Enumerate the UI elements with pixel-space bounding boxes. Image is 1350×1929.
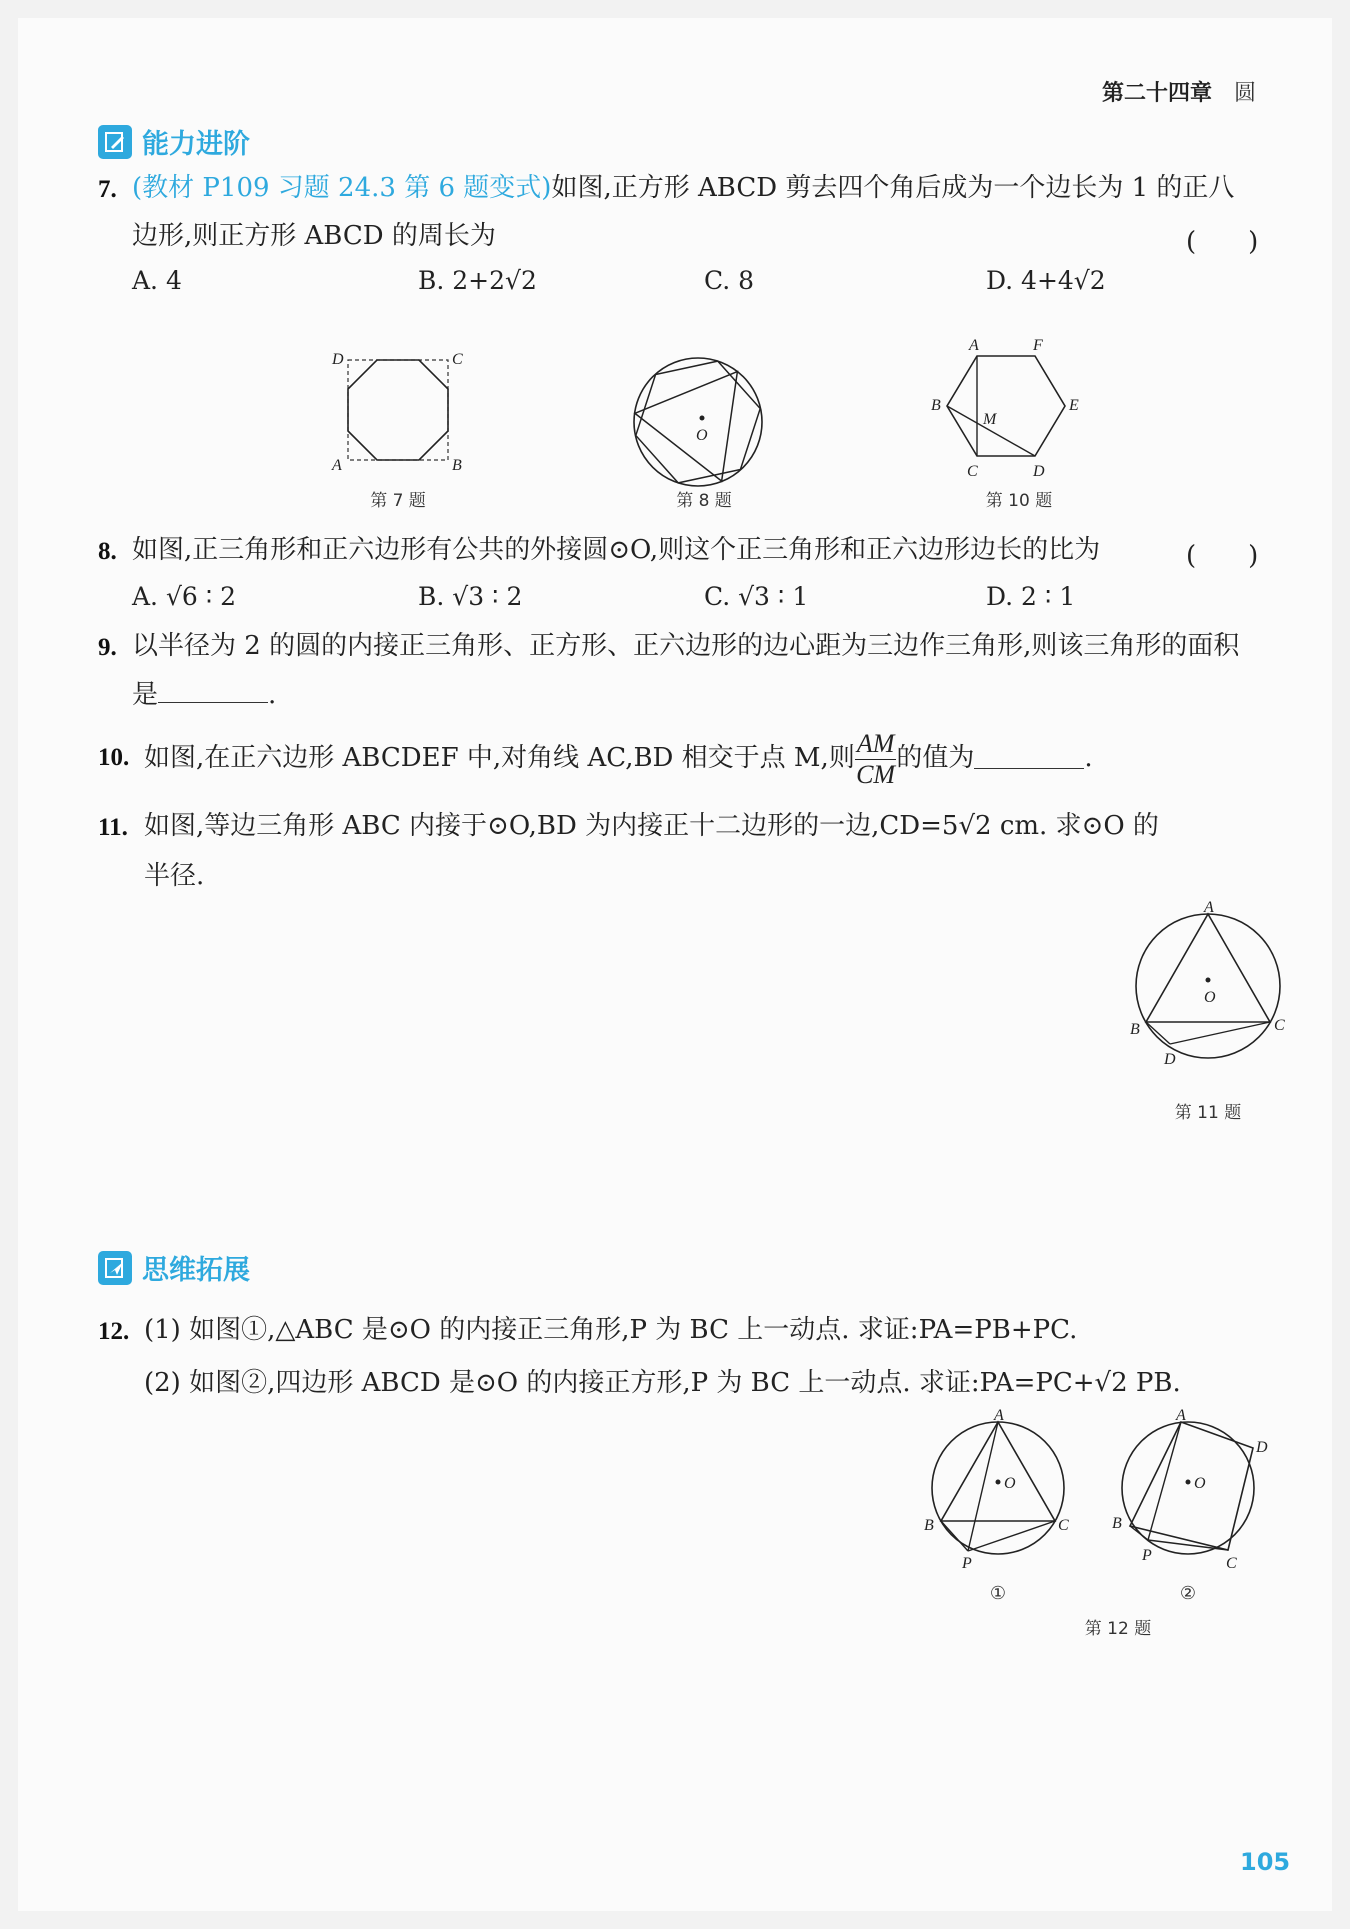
question-10-blank[interactable] [974, 750, 1084, 769]
fig10-label-f: F [1033, 337, 1043, 354]
figure-10-caption: 第 10 题 [985, 491, 1053, 511]
question-12-part1: (1) 如图①,△ABC 是⊙O 的内接正三角形,P 为 BC 上一动点. 求证:PA=PB+PC. [144, 1315, 1078, 1345]
fig11-label-a: A [1204, 899, 1214, 916]
figure-11-caption: 第 11 题 [1174, 1103, 1242, 1123]
question-11-text1: 如图,等边三角形 ABC 内接于⊙O,BD 为内接正十二边形的一边,CD=5√2 cm. 求⊙O 的 [144, 811, 1159, 841]
question-7-option-b: B. 2+2√2 [418, 266, 537, 295]
fig11-label-c: C [1274, 1017, 1285, 1034]
figure-7-caption: 第 7 题 [370, 491, 426, 511]
chapter-header [1102, 76, 1256, 107]
figure-12-diagram-2 [1108, 1408, 1288, 1578]
question-10-frac-num: AM [856, 728, 895, 758]
section-heading-extension [98, 1248, 250, 1287]
figure-8-caption: 第 8 题 [676, 491, 732, 511]
question-7-answer-paren: ( ) [1186, 227, 1259, 257]
question-7-line1 [132, 173, 1234, 204]
question-10-text-a: 如图,在正六边形 ABCDEF 中,对角线 AC,BD 相交于点 M,则 [144, 743, 855, 774]
question-8-text: 如图,正三角形和正六边形有公共的外接圆⊙O,则这个正三角形和正六边形边长的比为 [132, 535, 1101, 565]
question-11-number: 11. [98, 814, 128, 841]
question-9-number: 9. [98, 634, 117, 661]
question-7-number: 7. [98, 176, 117, 203]
fig12b-label-a: A [1176, 1408, 1186, 1424]
fig12a-label-b: B [924, 1517, 934, 1534]
figure-10-hexagon [923, 336, 1093, 492]
fig12a-label-o: O [1004, 1475, 1016, 1492]
question-8-option-a: A. √6 ∶ 2 [132, 582, 237, 611]
fig10-label-b: B [931, 397, 941, 414]
fig7-label-c: C [452, 351, 463, 368]
question-11-text2: 半径. [144, 861, 205, 891]
chapter-title: 圆 [1234, 81, 1257, 106]
fig7-label-a: A [332, 457, 342, 474]
question-10-number: 10. [98, 744, 130, 771]
pencil-icon [98, 125, 132, 159]
fig10-label-e: E [1069, 397, 1079, 414]
figure-7-octagon [318, 348, 468, 488]
fig10-label-c: C [967, 463, 978, 480]
fig12b-label-b: B [1112, 1515, 1122, 1532]
question-8-answer-paren: ( ) [1186, 541, 1259, 571]
fig12b-label-o: O [1194, 1475, 1206, 1492]
question-10-fraction [855, 728, 897, 789]
question-8-option-b: B. √3 ∶ 2 [418, 582, 523, 611]
fig8-label-o: O [696, 427, 708, 444]
question-7-source: (教材 P109 习题 24.3 第 6 题变式) [132, 173, 552, 203]
fig11-label-o: O [1204, 989, 1216, 1006]
fig12a-label-p: P [962, 1555, 972, 1572]
section-heading-advanced [98, 122, 250, 161]
question-9-line2 [132, 680, 276, 711]
fig11-label-d: D [1164, 1051, 1176, 1068]
rocket-icon [98, 1251, 132, 1285]
question-10-line [144, 724, 1093, 794]
question-10-text-b: 的值为 [896, 743, 975, 774]
fig10-label-d: D [1033, 463, 1045, 480]
question-12-number: 12. [98, 1318, 130, 1345]
fig11-label-b: B [1130, 1021, 1140, 1038]
fig7-label-d: D [332, 351, 344, 368]
figure-12-caption: 第 12 题 [1084, 1619, 1152, 1639]
question-7-text1: 如图,正方形 ABCD 剪去四个角后成为一个边长为 1 的正八 [551, 173, 1235, 203]
question-9-text1: 以半径为 2 的圆的内接正三角形、正方形、正六边形的边心距为三边作三角形,则该三角形的面积 [132, 631, 1240, 661]
question-9-blank[interactable] [158, 684, 268, 703]
fig12b-label-c: C [1226, 1555, 1237, 1572]
question-7-option-a: A. 4 [132, 266, 182, 295]
fig7-label-b: B [452, 457, 462, 474]
fig12a-label-a: A [994, 1408, 1004, 1424]
chapter-number: 第二十四章 [1102, 81, 1213, 106]
question-12-part2: (2) 如图②,四边形 ABCD 是⊙O 的内接正方形,P 为 BC 上一动点. 求证:PA=PC+√2 PB. [144, 1368, 1181, 1398]
question-8-number: 8. [98, 538, 117, 565]
question-8-option-d: D. 2 ∶ 1 [986, 582, 1076, 611]
question-7-text2: 边形,则正方形 ABCD 的周长为 [132, 221, 496, 251]
figure-12-sub1: ① [989, 1583, 1007, 1604]
question-9-text2a: 是 [132, 680, 159, 710]
fig10-label-a: A [969, 337, 979, 354]
question-9-text2b: . [268, 680, 277, 710]
question-7-option-d: D. 4+4√2 [986, 266, 1106, 295]
fig12a-label-c: C [1058, 1517, 1069, 1534]
figure-12-diagram-1 [918, 1408, 1078, 1578]
question-8-option-c: C. √3 ∶ 1 [704, 582, 809, 611]
figure-8-triangle-hexagon [628, 354, 778, 490]
section-title: 思维拓展 [142, 1255, 250, 1286]
textbook-page [18, 18, 1332, 1911]
page-number: 105 [1240, 1848, 1291, 1876]
section-title: 能力进阶 [142, 129, 250, 160]
fig10-label-m: M [983, 411, 997, 428]
question-10-text-c: . [1084, 743, 1093, 774]
question-7-option-c: C. 8 [704, 266, 755, 295]
figure-12-sub2: ② [1179, 1583, 1197, 1604]
question-10-frac-den: CM [856, 759, 896, 789]
fig12b-label-p: P [1142, 1547, 1152, 1564]
fig12b-label-d: D [1256, 1439, 1268, 1456]
figure-11-circle-triangle [1108, 898, 1298, 1078]
